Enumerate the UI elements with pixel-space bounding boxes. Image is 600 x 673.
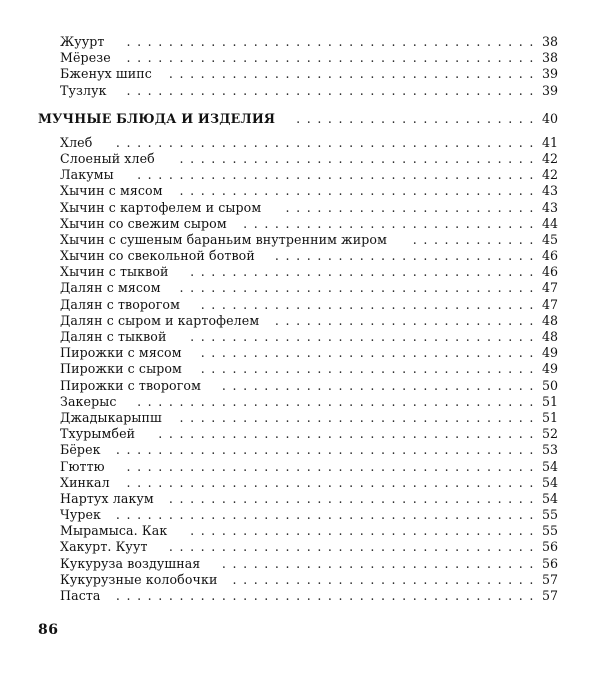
toc-entry [0,248,600,264]
leader-dots: ............................. [232,571,540,587]
toc-entry [0,491,600,507]
toc-entry [0,539,600,555]
entry-page-number: 57 [541,588,558,603]
entry-page-number: 50 [541,377,558,393]
leader-dots: .................................. [179,183,540,199]
entry-page-number: 41 [541,134,558,150]
toc-entry [0,378,600,394]
toc-entry [0,345,600,361]
page-number: 86 [38,622,59,638]
entry-title: Бженух шипс [60,66,152,82]
entry-title: Хычин с картофелем и сыром [60,199,262,215]
entry-page-number: 38 [541,50,558,66]
entry-page-number: 49 [541,345,558,361]
entry-page-number: 51 [541,409,558,425]
toc-entry [0,426,600,442]
leader-dots: ............ [412,231,540,247]
entry-title: Хлеб [60,134,93,150]
entry-title: Хычин со свекольной ботвой [60,248,255,264]
leader-dots: ....................................... [126,474,540,490]
leader-dots: ................................ [200,345,540,361]
toc-entry [0,442,600,458]
toc-entry [0,151,600,167]
entry-title: Хычин с тыквой [60,264,169,280]
toc-entry [0,232,600,248]
entry-page-number: 54 [541,490,558,506]
leader-dots: ................................... [168,490,540,506]
entry-page-number: 43 [541,183,558,199]
entry-page-number: 54 [541,474,558,490]
entry-page-number: 46 [541,248,558,264]
toc-entry [0,50,600,66]
entry-page-number: 42 [541,167,558,183]
entry-title: Тузлук [60,82,107,98]
toc-entry [0,507,600,523]
leader-dots: ......................... [274,312,540,328]
table-of-contents [0,34,600,604]
entry-page-number: 56 [541,555,558,571]
entry-title: Хакурт. Куут [60,539,148,555]
toc-entry [0,394,600,410]
toc-entry [0,135,600,151]
entry-title: Хычин с сушеным бараньим внутренним жиром [60,231,387,247]
entry-page-number: 38 [541,34,558,49]
toc-entry [0,588,600,604]
entry-title: Лакумы [60,167,114,183]
toc-entry [0,572,600,588]
entry-title: Пирожки с сыром [60,361,182,377]
entry-title: Далян с мясом [60,280,161,296]
leader-dots: ....................... [296,110,540,126]
section-title: МУЧНЫЕ БЛЮДА И ИЗДЕЛИЯ [38,110,276,126]
toc-entry [0,183,600,199]
toc-entry [0,329,600,345]
entry-page-number: 49 [541,361,558,377]
toc-entry [0,34,600,50]
entry-page-number: 56 [541,539,558,555]
leader-dots: ....................................... [126,82,540,98]
entry-page-number: 51 [541,393,558,409]
leader-dots: .............................. [221,555,540,571]
leader-dots: ........................................ [115,588,540,603]
entry-title: Мырамыса. Как [60,523,168,539]
entry-page-number: 52 [541,426,558,442]
toc-entry [0,200,600,216]
entry-title: Чурек [60,507,102,523]
entry-page-number: 54 [541,458,558,474]
leader-dots: ................................ [200,296,540,312]
toc-top-list [0,34,600,99]
leader-dots: ....................................... [126,458,540,474]
toc-entry [0,280,600,296]
toc-entry [0,66,600,82]
entry-title: Бёрек [60,442,101,458]
leader-dots: .................................. [179,280,540,296]
toc-entry [0,410,600,426]
leader-dots: ........................................ [115,134,540,150]
toc-entry [0,83,600,99]
leader-dots: ................................. [190,523,540,539]
toc-entry [0,313,600,329]
entry-title: Закерыс [60,393,117,409]
entry-page-number: 39 [541,66,558,82]
leader-dots: ....................................... [126,50,540,66]
toc-section-list [0,135,600,604]
entry-title: Джадыкарыпш [60,409,162,425]
entry-title: Кукурузные колобочки [60,571,218,587]
toc-entry [0,556,600,572]
section-page-number: 40 [541,110,558,126]
entry-title: Жуурт [60,34,105,49]
leader-dots: ............................ [243,215,540,231]
entry-title: Далян с творогом [60,296,181,312]
entry-title: Нартух лакум [60,490,154,506]
entry-title: Хычин с мясом [60,183,163,199]
entry-page-number: 39 [541,82,558,98]
toc-entry [0,459,600,475]
leader-dots: ...................................... [137,167,540,183]
entry-page-number: 46 [541,264,558,280]
entry-title: Гюттю [60,458,105,474]
leader-dots: .............................. [221,377,540,393]
leader-dots: ...................................... [137,393,540,409]
entry-title: Мёрезе [60,50,111,66]
entry-page-number: 45 [541,231,558,247]
entry-page-number: 43 [541,199,558,215]
leader-dots: .................................. [179,150,540,166]
toc-entry [0,216,600,232]
entry-page-number: 42 [541,150,558,166]
entry-page-number: 47 [541,296,558,312]
entry-title: Пирожки с мясом [60,345,182,361]
entry-title: Пирожки с творогом [60,377,201,393]
leader-dots: ................................... [168,539,540,555]
leader-dots: .................................. [179,409,540,425]
toc-entry [0,297,600,313]
entry-page-number: 57 [541,571,558,587]
leader-dots: ................................ [200,361,540,377]
leader-dots: ........................................ [115,442,540,458]
entry-page-number: 53 [541,442,558,458]
leader-dots: ........................ [285,199,540,215]
entry-page-number: 44 [541,215,558,231]
entry-title: Далян с сыром и картофелем [60,312,260,328]
leader-dots: ....................................... [126,34,540,49]
toc-section-heading [0,107,600,133]
entry-page-number: 55 [541,523,558,539]
entry-page-number: 48 [541,329,558,344]
entry-title: Далян с тыквой [60,329,167,344]
leader-dots: ......................... [274,248,540,264]
toc-entry [0,264,600,280]
entry-title: Хинкал [60,474,110,490]
toc-entry [0,167,600,183]
entry-page-number: 48 [541,312,558,328]
entry-page-number: 47 [541,280,558,296]
toc-entry [0,475,600,491]
leader-dots: .................................... [158,426,540,442]
entry-title: Слоеный хлеб [60,150,155,166]
leader-dots: ................................... [168,66,540,82]
toc-entry [0,361,600,377]
entry-page-number: 55 [541,507,558,523]
leader-dots: ................................. [190,329,540,344]
entry-title: Хычин со свежим сыром [60,215,227,231]
entry-title: Кукуруза воздушная [60,555,201,571]
entry-title: Тхурымбей [60,426,136,442]
toc-entry [0,523,600,539]
leader-dots: ................................. [190,264,540,280]
entry-title: Паста [60,588,101,603]
leader-dots: ........................................ [115,507,540,523]
